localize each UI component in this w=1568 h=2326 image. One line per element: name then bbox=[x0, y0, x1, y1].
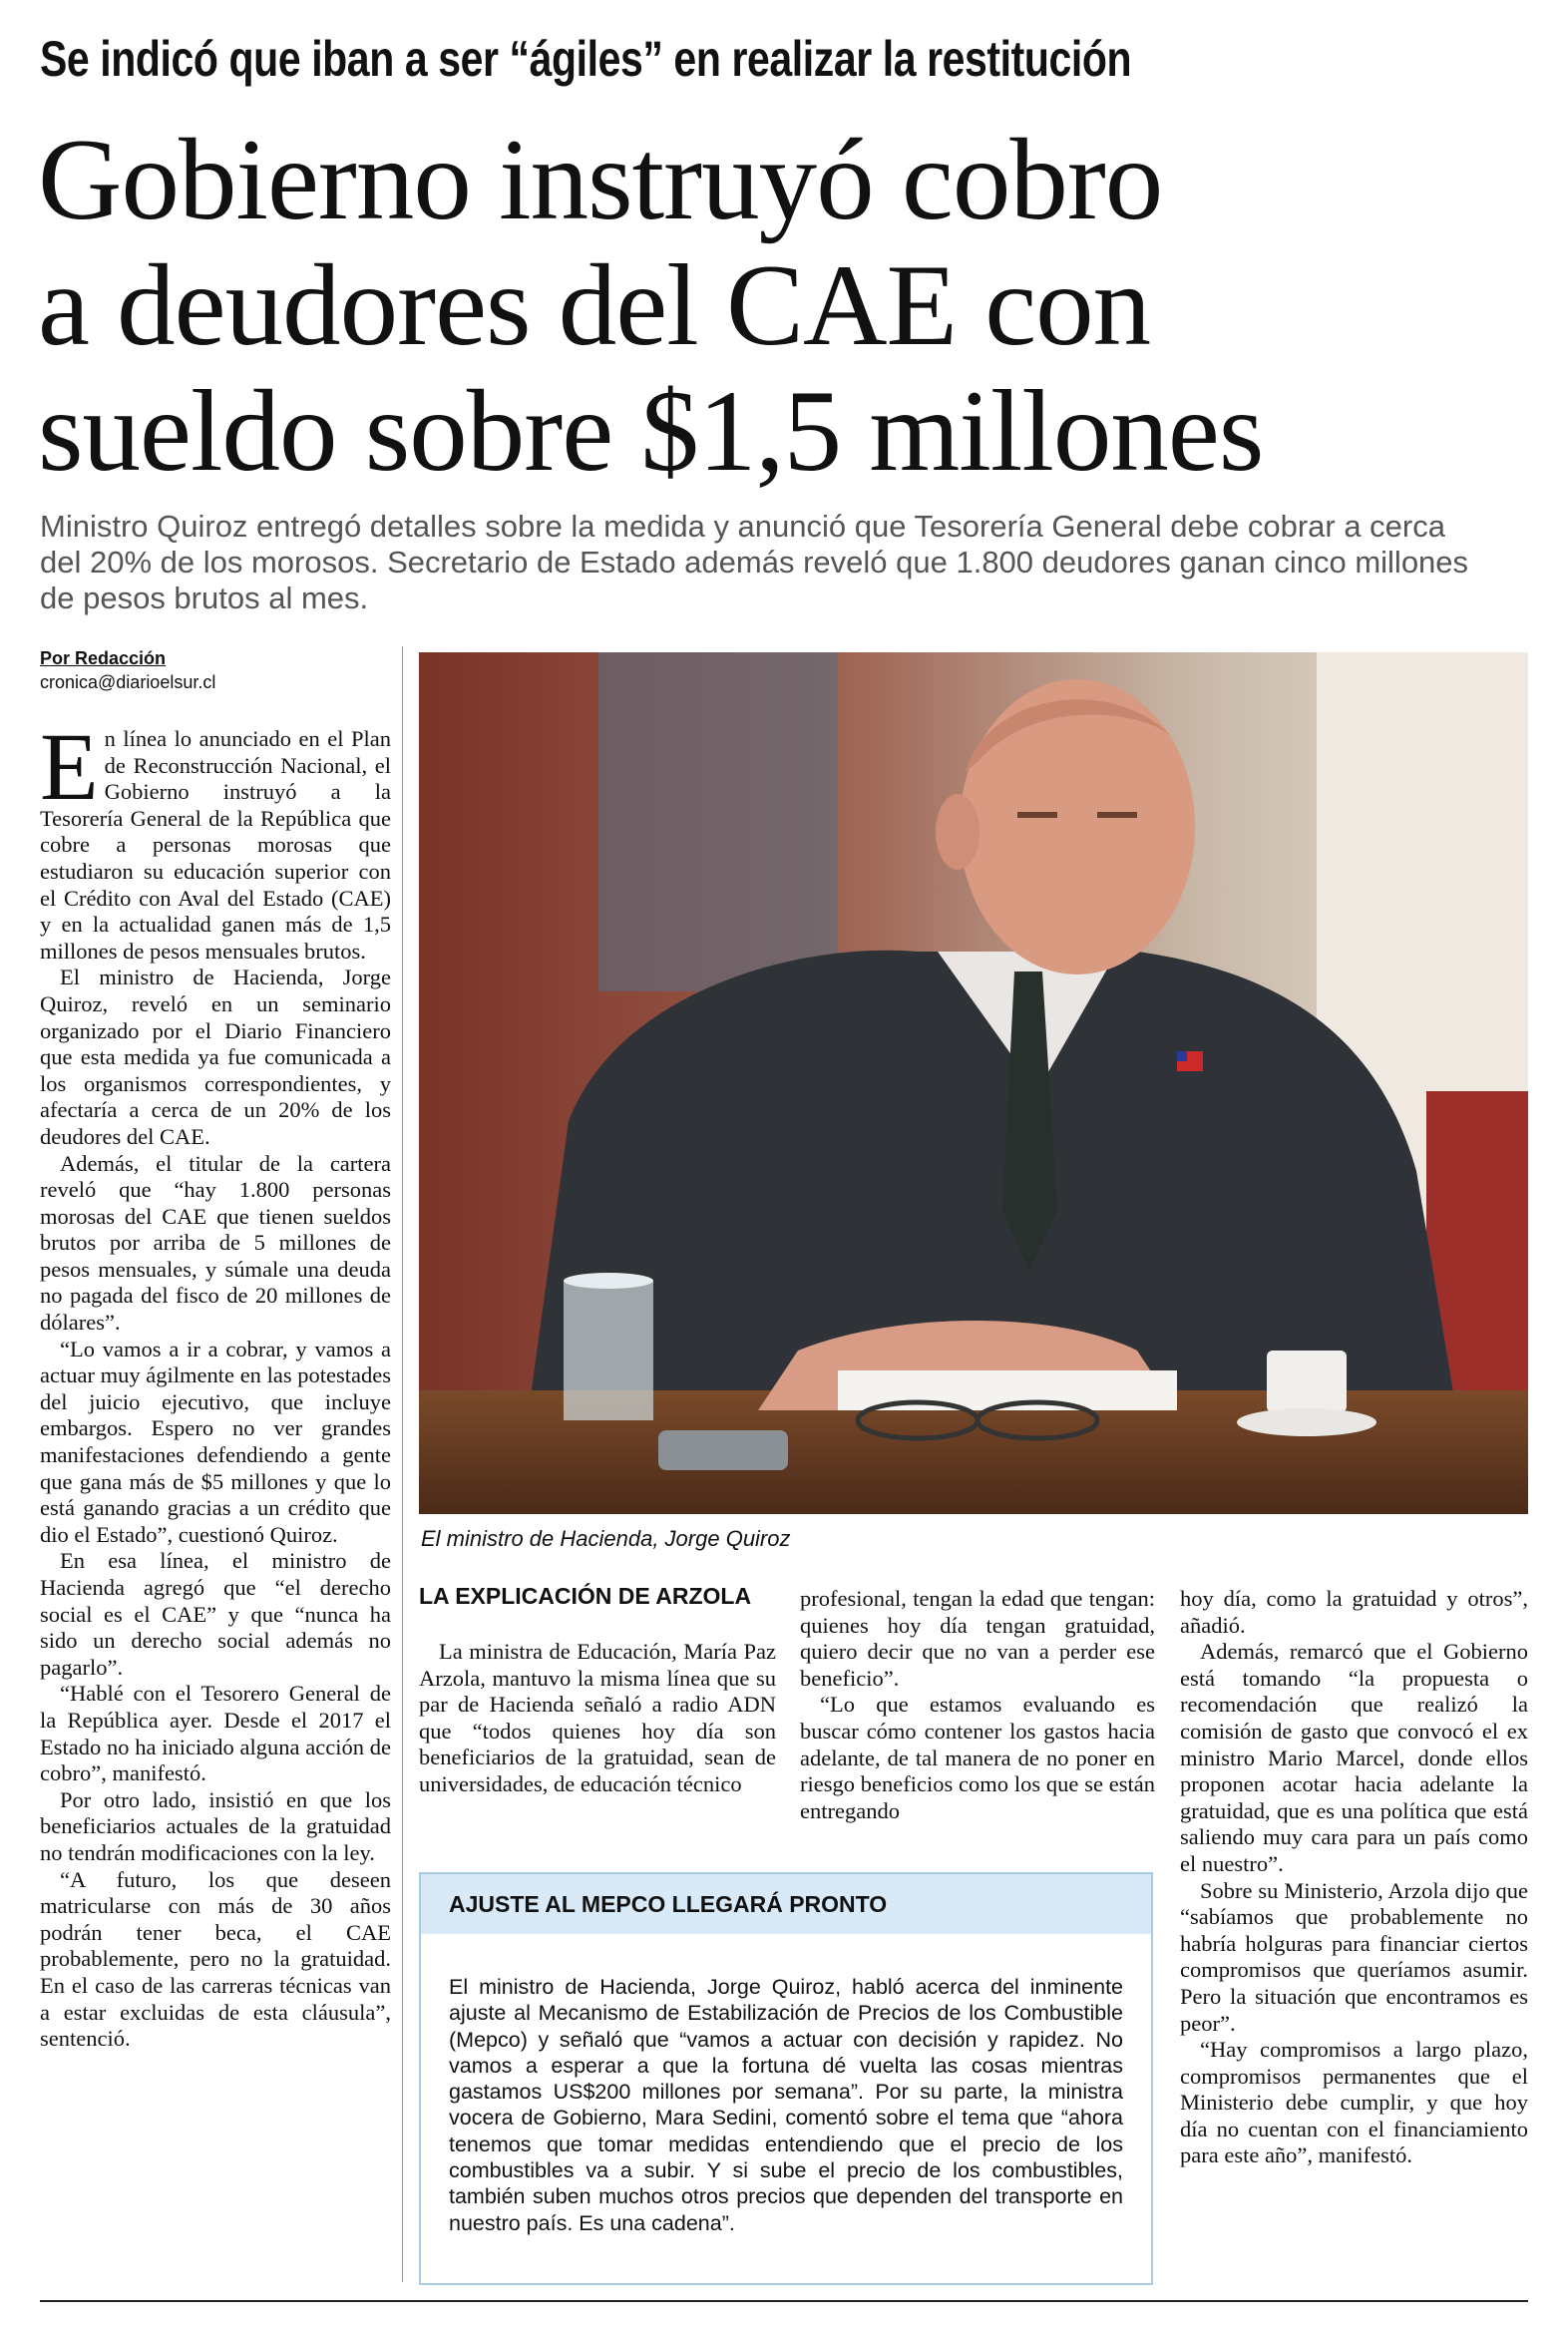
byline bbox=[40, 646, 215, 694]
sidebar-box bbox=[419, 1872, 1153, 2285]
paragraph: profesional, tengan la edad que tengan: quienes hoy día tengan gratuidad, quiero decir que no van a perder ese beneficio”. bbox=[800, 1586, 1155, 1691]
photo-caption: El ministro de Hacienda, Jorge Quiroz bbox=[421, 1526, 791, 1551]
headline-line: sueldo sobre $1,5 millones bbox=[38, 367, 1264, 496]
column-divider bbox=[402, 646, 403, 2282]
sidebar-box-body: El ministro de Hacienda, Jorge Quiroz, habló acerca del inminente ajuste al Mecanismo de Estabilización de Precios de los Combustible (Mepco) y señaló que “vamos a actuar con decisión y rapidez. No vamos a esperar a que la fortuna dé vuelta las cosas mientras gastamos US$200 millones por semana”. Por su parte, la ministra vocera de Gobierno, Mara Sedini, comentó sobre el tema que “ahora tenemos que tomar medidas entendiendo que el precio de los combustibles va a subir. Y si sube el precio de los combustibles, también suben muchos otros precios que dependen del transporte en nuestro país. Es una cadena”. bbox=[449, 1975, 1123, 2235]
headline-line: a deudores del CAE con bbox=[38, 241, 1151, 370]
article-column-1 bbox=[40, 726, 391, 2282]
bottom-rule bbox=[40, 2300, 1528, 2302]
kicker: Se indicó que iban a ser “ágiles” en realizar la restitución bbox=[40, 31, 1132, 87]
byline-author: Por Redacción bbox=[40, 648, 167, 668]
paragraph: Sobre su Ministerio, Arzola dijo que “sabíamos que probablemente no habría holguras para financiar ciertos compromisos que queríamos asumir. Pero la situación que encontramos es peor”. bbox=[1180, 1877, 1528, 2036]
minister-photo bbox=[419, 652, 1528, 1514]
paragraph: En esa línea, el ministro de Hacienda agregó que “el derecho social es el CAE” y que “nunca ha sido un derecho social además no pagarlo”. bbox=[40, 1548, 391, 1680]
paragraph: hoy día, como la gratuidad y otros”, añadió. bbox=[1180, 1586, 1528, 1638]
sidebar-box-title: AJUSTE AL MEPCO LLEGARÁ PRONTO bbox=[421, 1874, 1151, 1934]
paragraph: “Lo vamos a ir a cobrar, y vamos a actuar muy ágilmente en las potestades del juicio ejecutivo, que incluye embargos. Espero no ver grandes manifestaciones defendiendo a gente que gana más de $5 millones y que lo está ganando gracias a un crédito que dio el Estado”, cuestionó Quiroz. bbox=[40, 1336, 391, 1547]
paragraph: “Hablé con el Tesorero General de la República ayer. Desde el 2017 el Estado no ha iniciado alguna acción de cobro”, manifestó. bbox=[40, 1681, 391, 1786]
headline-line: Gobierno instruyó cobro bbox=[38, 116, 1163, 244]
article-column-2 bbox=[419, 1639, 776, 1840]
paragraph: Además, el titular de la cartera reveló que “hay 1.800 personas morosas del CAE que tienen sueldos brutos por arriba de 5 millones de pesos mensuales, y súmale una deuda no pagada del fisco de 20 millones de dólares”. bbox=[40, 1150, 391, 1336]
article-column-4 bbox=[1180, 1586, 1528, 2284]
paragraph: Por otro lado, insistió en que los beneficiarios actuales de la gratuidad no tendrán modificaciones con la ley. bbox=[40, 1786, 391, 1865]
paragraph: “Hay compromisos a largo plazo, compromisos permanentes que el Ministerio debe cumplir, y que hoy día no cuentan con el financiamiento para este año”, manifestó. bbox=[1180, 2037, 1528, 2168]
paragraph: La ministra de Educación, María Paz Arzola, mantuvo la misma línea que su par de Hacienda señaló a radio ADN que “todos quienes hoy día son beneficiarios de la gratuidad, sean de universidades, de educación técnico bbox=[419, 1639, 776, 1796]
summary-lead: Ministro Quiroz entregó detalles sobre la medida y anunció que Tesorería General debe cobrar a cerca del 20% de los morosos. Secretario de Estado además reveló que 1.800 deudores ganan cinco millones de pesos brutos al mes. bbox=[40, 509, 1469, 615]
paragraph: En línea lo anunciado en el Plan de Reconstrucción Nacional, el Gobierno instruyó a la Tesorería General de la República que cobre a personas morosas que estudiaron su educación superior con el Crédito con Aval del Estado (CAE) y en la actualidad ganen más de 1,5 millones de pesos mensuales brutos. bbox=[40, 726, 391, 964]
paragraph: El ministro de Hacienda, Jorge Quiroz, reveló en un seminario organizado por el Diario Financiero que esta medida ya fue comunicada a los organismos correspondientes, y afectaría a cerca de un 20% de los deudores del CAE. bbox=[40, 965, 391, 1149]
paragraph: Además, remarcó que el Gobierno está tomando “la propuesta o recomendación que realizó la comisión de gasto que convocó el ex ministro Mario Marcel, donde ellos proponen acotar hacia adelante la gratuidad, que es una política que está saliendo muy cara para un país como el nuestro”. bbox=[1180, 1639, 1528, 1876]
drop-cap: E bbox=[40, 726, 99, 820]
section-subhead: LA EXPLICACIÓN DE ARZOLA bbox=[419, 1583, 752, 1609]
paragraph: “Lo que estamos evaluando es buscar cómo contener los gastos hacia adelante, de tal manera de no poner en riesgo beneficios como los que se están entregando bbox=[800, 1692, 1155, 1823]
paragraph: “A futuro, los que deseen matricularse con más de 30 años podrán tener beca, el CAE probablemente, pero no la gratuidad. En el caso de las carreras técnicas van a estar excluidas de esta cláusula”, sentenció. bbox=[40, 1866, 391, 2052]
article-column-3 bbox=[800, 1586, 1155, 1840]
headline bbox=[38, 118, 1534, 495]
byline-email: cronica@diarioelsur.cl bbox=[40, 672, 216, 692]
